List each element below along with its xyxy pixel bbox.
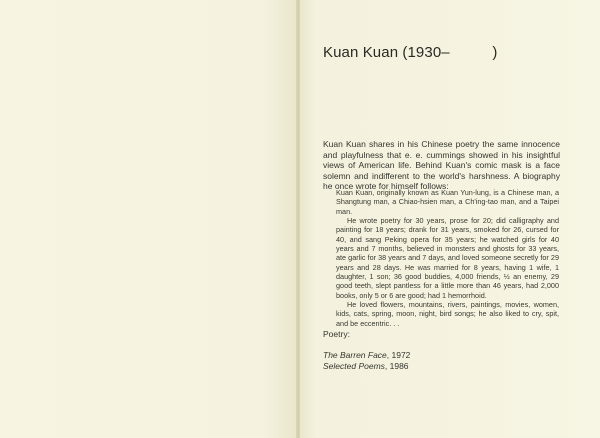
- biography-paragraph: He wrote poetry for 30 years, prose for 20; did calligraphy and painting for 18 years; drank for 31 years, smoked for 26, cursed for 40, and sang Peking opera for 35 years; he watched girls for 40 years and 7 months, believed in monsters and ghosts for 33 years, ate garlic for 38 years and 7 days, and loved someone secretly for 29 years and 28 days. He was married for 8 years, having 1 wife, 1 daughter, 1 son; 36 good buddies, 4,000 friends, ½ an enemy, 29 good teeth, slept pantless for a little more than 46 years, had 2,000 books, only 5 or 6 are good; had 1 hemorrhoid.: [336, 216, 559, 300]
- work-year: , 1972: [386, 350, 411, 360]
- book-gutter: [296, 0, 300, 438]
- intro-paragraph: Kuan Kuan shares in his Chinese poetry the same innocence and playfulness that e. e. cummings showed in his insightful views of American life. Behind Kuan's comic mask is a face solemn and indifferent to the world's harshness. A biography he once wrote for himself follows:: [323, 139, 560, 191]
- biography-paragraph: He loved flowers, mountains, rivers, paintings, movies, women, kids, cats, spring, moon, night, bird songs; he also liked to cry, spit, and be eccentric. . .: [336, 300, 559, 328]
- heading-close-paren: ): [492, 44, 498, 61]
- biography-paragraph: Kuan Kuan, originally known as Kuan Yun-lung, is a Chinese man, a Shangtung man, a Chiao-hsien man, a Ch'ing-tao man, and a Taipei man.: [336, 188, 559, 216]
- work-year: , 1986: [384, 360, 409, 371]
- author-name-dates: Kuan Kuan (1930–: [323, 44, 450, 61]
- poetry-label: Poetry:: [323, 329, 350, 339]
- works-list: [323, 350, 523, 371]
- author-heading: [323, 44, 498, 61]
- biography-quote: [336, 188, 559, 328]
- work-entry: [323, 361, 523, 372]
- work-title: The Barren Face: [323, 350, 387, 360]
- work-entry: [323, 350, 523, 361]
- work-title: Selected Poems: [323, 360, 385, 371]
- left-page: [0, 0, 298, 438]
